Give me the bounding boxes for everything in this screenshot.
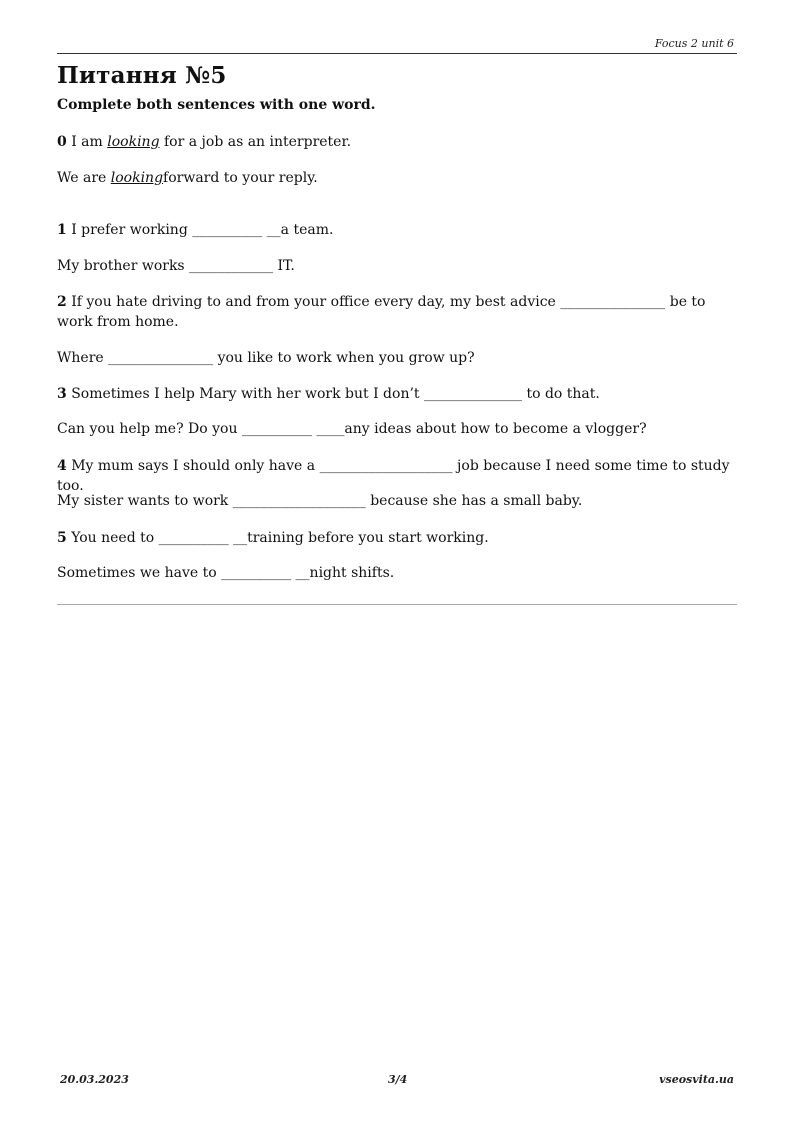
example-text: for a job as an interpreter. (159, 134, 352, 150)
item-4-sentence-1 (57, 456, 737, 496)
example-number: 0 (57, 134, 67, 150)
item-2-sentence-2: Where _______________ you like to work when you grow up? (57, 350, 475, 366)
sentence-text: Sometimes I help Mary with her work but I don’t ______________ to do that. (71, 386, 600, 402)
example-line-1 (57, 132, 737, 152)
sentence-text: My mum says I should only have a ___________________ job because I need some time to study too. (57, 458, 730, 494)
footer-page-number: 3/4 (388, 1073, 408, 1086)
item-1-sentence-2: My brother works ____________ IT. (57, 258, 295, 274)
example-line-2 (57, 168, 737, 188)
header-divider (57, 53, 737, 54)
item-3-sentence-2: Can you help me? Do you __________ ____any ideas about how to become a vlogger? (57, 421, 647, 437)
item-number: 3 (57, 386, 67, 402)
question-title: Питання №5 (57, 62, 227, 89)
example-text: I am (71, 134, 108, 150)
item-number: 2 (57, 294, 67, 310)
example-text: forward to your reply. (163, 170, 318, 186)
item-number: 5 (57, 530, 67, 546)
sentence-text: You need to __________ __training before you start working. (71, 530, 489, 546)
sentence-text: If you hate driving to and from your office every day, my best advice _______________ be to work from home. (57, 294, 706, 330)
item-5-sentence-2: Sometimes we have to __________ __night shifts. (57, 565, 395, 581)
question-instruction: Complete both sentences with one word. (57, 97, 376, 113)
section-divider (57, 604, 737, 605)
item-3-sentence-1 (57, 384, 737, 404)
item-2-sentence-1 (57, 292, 737, 332)
item-4-sentence-2: My sister wants to work ___________________ because she has a small baby. (57, 493, 583, 509)
item-5-sentence-1 (57, 528, 737, 548)
sentence-text: I prefer working __________ __a team. (71, 222, 334, 238)
example-answer: looking (107, 134, 160, 150)
item-1-sentence-1 (57, 220, 737, 240)
item-number: 1 (57, 222, 67, 238)
item-number: 4 (57, 458, 67, 474)
example-answer: looking (110, 170, 164, 186)
course-label: Focus 2 unit 6 (654, 37, 734, 50)
footer-site: vseosvita.ua (659, 1073, 734, 1086)
footer-date: 20.03.2023 (60, 1073, 129, 1086)
example-text: We are (57, 170, 111, 186)
